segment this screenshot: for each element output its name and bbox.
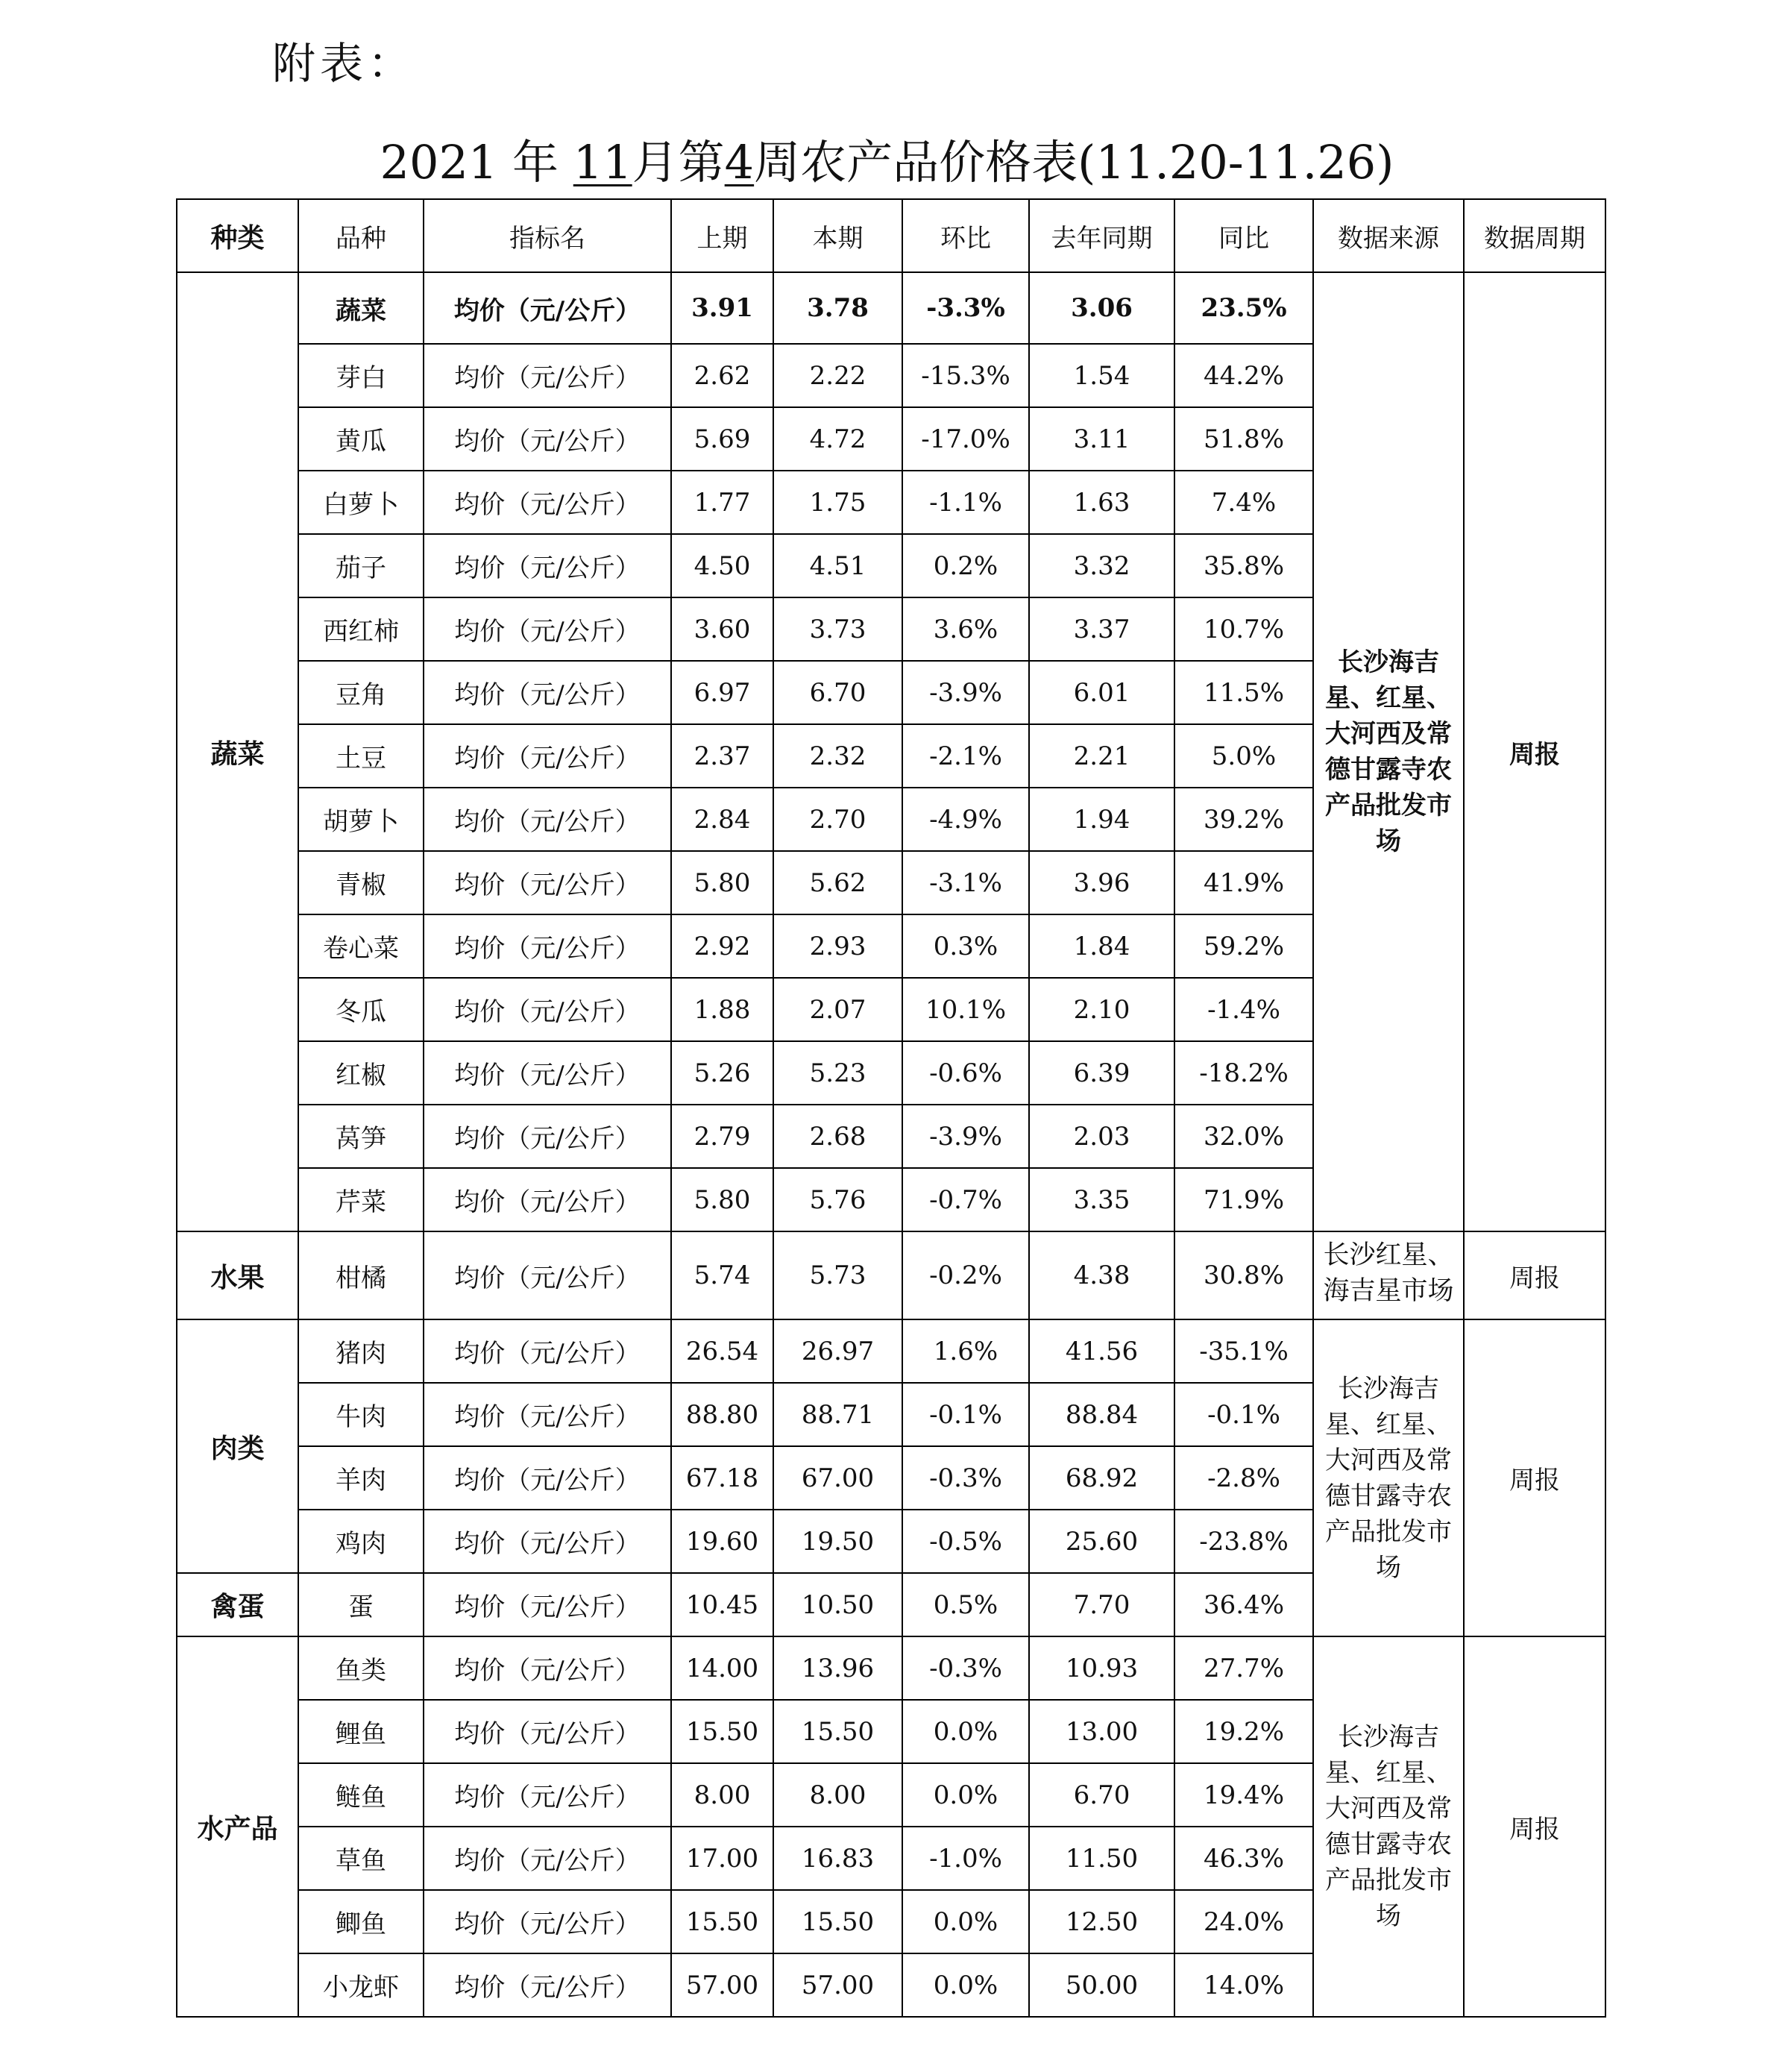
curr-cell: 5.73 [773, 1231, 902, 1319]
indicator-cell: 均价（元/公斤） [424, 1319, 671, 1383]
yoy-cell: 19.2% [1174, 1700, 1313, 1763]
yoy-cell: -23.8% [1174, 1510, 1313, 1573]
header-prev: 上期 [671, 199, 773, 272]
table-row [177, 1319, 1605, 1383]
yoy-cell: 51.8% [1174, 407, 1313, 471]
prev-cell: 2.79 [671, 1105, 773, 1168]
mom-cell: -0.5% [902, 1510, 1029, 1573]
yoy-cell: 30.8% [1174, 1231, 1313, 1319]
variety-cell: 小龙虾 [298, 1953, 424, 2017]
last-year-cell: 3.11 [1029, 407, 1174, 471]
title-prefix: 2021 年 [380, 135, 573, 189]
table-row [177, 1231, 1605, 1319]
header-period: 数据周期 [1464, 199, 1605, 272]
curr-cell: 67.00 [773, 1446, 902, 1510]
indicator-cell: 均价（元/公斤） [424, 471, 671, 534]
title-month: 11 [573, 135, 632, 189]
indicator-cell: 均价（元/公斤） [424, 272, 671, 344]
category-cell: 水果 [177, 1231, 298, 1319]
title-mid2: 周农产品价格表(11.20-11.26) [754, 135, 1394, 189]
variety-cell: 土豆 [298, 724, 424, 788]
variety-cell: 猪肉 [298, 1319, 424, 1383]
mom-cell: -1.0% [902, 1827, 1029, 1890]
table-row [177, 1636, 1605, 1700]
curr-cell: 2.22 [773, 344, 902, 407]
last-year-cell: 25.60 [1029, 1510, 1174, 1573]
mom-cell: -0.1% [902, 1383, 1029, 1446]
curr-cell: 15.50 [773, 1890, 902, 1953]
yoy-cell: 10.7% [1174, 597, 1313, 661]
curr-cell: 3.78 [773, 272, 902, 344]
curr-cell: 6.70 [773, 661, 902, 724]
source-cell: 长沙海吉星、红星、大河西及常德甘露寺农产品批发市场 [1313, 272, 1464, 1231]
curr-cell: 2.70 [773, 788, 902, 851]
yoy-cell: -1.4% [1174, 978, 1313, 1041]
variety-cell: 豆角 [298, 661, 424, 724]
indicator-cell: 均价（元/公斤） [424, 1573, 671, 1636]
last-year-cell: 50.00 [1029, 1953, 1174, 2017]
mom-cell: -17.0% [902, 407, 1029, 471]
variety-cell: 青椒 [298, 851, 424, 914]
page-title [0, 125, 1774, 192]
header-curr: 本期 [773, 199, 902, 272]
prev-cell: 57.00 [671, 1953, 773, 2017]
variety-cell: 柑橘 [298, 1231, 424, 1319]
indicator-cell: 均价（元/公斤） [424, 661, 671, 724]
mom-cell: 0.0% [902, 1890, 1029, 1953]
last-year-cell: 1.84 [1029, 914, 1174, 978]
yoy-cell: 14.0% [1174, 1953, 1313, 2017]
yoy-cell: 36.4% [1174, 1573, 1313, 1636]
table-row [177, 272, 1605, 344]
title-mid1: 月第 [632, 135, 725, 189]
indicator-cell: 均价（元/公斤） [424, 1953, 671, 2017]
last-year-cell: 1.54 [1029, 344, 1174, 407]
yoy-cell: 32.0% [1174, 1105, 1313, 1168]
variety-cell: 蛋 [298, 1573, 424, 1636]
curr-cell: 2.68 [773, 1105, 902, 1168]
header-variety: 品种 [298, 199, 424, 272]
mom-cell: -3.3% [902, 272, 1029, 344]
indicator-cell: 均价（元/公斤） [424, 1168, 671, 1231]
prev-cell: 6.97 [671, 661, 773, 724]
curr-cell: 8.00 [773, 1763, 902, 1827]
curr-cell: 15.50 [773, 1700, 902, 1763]
variety-cell: 西红柿 [298, 597, 424, 661]
mom-cell: -2.1% [902, 724, 1029, 788]
indicator-cell: 均价（元/公斤） [424, 407, 671, 471]
last-year-cell: 3.37 [1029, 597, 1174, 661]
mom-cell: 0.0% [902, 1763, 1029, 1827]
yoy-cell: 35.8% [1174, 534, 1313, 597]
period-cell: 周报 [1464, 272, 1605, 1231]
indicator-cell: 均价（元/公斤） [424, 597, 671, 661]
mom-cell: -15.3% [902, 344, 1029, 407]
last-year-cell: 68.92 [1029, 1446, 1174, 1510]
curr-cell: 3.73 [773, 597, 902, 661]
last-year-cell: 3.32 [1029, 534, 1174, 597]
variety-cell: 芽白 [298, 344, 424, 407]
variety-cell: 鸡肉 [298, 1510, 424, 1573]
curr-cell: 4.51 [773, 534, 902, 597]
variety-cell: 蔬菜 [298, 272, 424, 344]
variety-cell: 草鱼 [298, 1827, 424, 1890]
indicator-cell: 均价（元/公斤） [424, 1383, 671, 1446]
header-category: 种类 [177, 199, 298, 272]
curr-cell: 2.32 [773, 724, 902, 788]
source-text: 长沙红星、海吉星市场 [1323, 1240, 1454, 1306]
period-cell: 周报 [1464, 1319, 1605, 1636]
mom-cell: 0.5% [902, 1573, 1029, 1636]
yoy-cell: 24.0% [1174, 1890, 1313, 1953]
curr-cell: 2.93 [773, 914, 902, 978]
yoy-cell: 71.9% [1174, 1168, 1313, 1231]
source-cell: 长沙海吉星、红星、大河西及常德甘露寺农产品批发市场 [1313, 1319, 1464, 1636]
indicator-cell: 均价（元/公斤） [424, 724, 671, 788]
last-year-cell: 2.10 [1029, 978, 1174, 1041]
mom-cell: -0.3% [902, 1446, 1029, 1510]
prev-cell: 2.37 [671, 724, 773, 788]
last-year-cell: 4.38 [1029, 1231, 1174, 1319]
mom-cell: -1.1% [902, 471, 1029, 534]
source-cell [1313, 1231, 1464, 1319]
yoy-cell: 41.9% [1174, 851, 1313, 914]
prev-cell: 1.88 [671, 978, 773, 1041]
curr-cell: 57.00 [773, 1953, 902, 2017]
variety-cell: 鲫鱼 [298, 1890, 424, 1953]
indicator-cell: 均价（元/公斤） [424, 1446, 671, 1510]
header-indicator: 指标名 [424, 199, 671, 272]
curr-cell: 5.76 [773, 1168, 902, 1231]
last-year-cell: 3.96 [1029, 851, 1174, 914]
yoy-cell: 5.0% [1174, 724, 1313, 788]
prev-cell: 2.84 [671, 788, 773, 851]
mom-cell: -0.3% [902, 1636, 1029, 1700]
indicator-cell: 均价（元/公斤） [424, 1041, 671, 1105]
prev-cell: 88.80 [671, 1383, 773, 1446]
prev-cell: 17.00 [671, 1827, 773, 1890]
prev-cell: 2.92 [671, 914, 773, 978]
mom-cell: -0.7% [902, 1168, 1029, 1231]
prev-cell: 2.62 [671, 344, 773, 407]
yoy-cell: 19.4% [1174, 1763, 1313, 1827]
curr-cell: 16.83 [773, 1827, 902, 1890]
mom-cell: 0.0% [902, 1700, 1029, 1763]
indicator-cell: 均价（元/公斤） [424, 1700, 671, 1763]
prev-cell: 15.50 [671, 1700, 773, 1763]
last-year-cell: 11.50 [1029, 1827, 1174, 1890]
indicator-cell: 均价（元/公斤） [424, 914, 671, 978]
indicator-cell: 均价（元/公斤） [424, 534, 671, 597]
last-year-cell: 2.03 [1029, 1105, 1174, 1168]
last-year-cell: 1.63 [1029, 471, 1174, 534]
attachment-label: 附表： [272, 38, 416, 89]
indicator-cell: 均价（元/公斤） [424, 1827, 671, 1890]
mom-cell: -3.9% [902, 1105, 1029, 1168]
prev-cell: 67.18 [671, 1446, 773, 1510]
last-year-cell: 12.50 [1029, 1890, 1174, 1953]
mom-cell: -0.2% [902, 1231, 1029, 1319]
header-yoy: 同比 [1174, 199, 1313, 272]
last-year-cell: 1.94 [1029, 788, 1174, 851]
mom-cell: 1.6% [902, 1319, 1029, 1383]
curr-cell: 5.62 [773, 851, 902, 914]
header-mom: 环比 [902, 199, 1029, 272]
prev-cell: 15.50 [671, 1890, 773, 1953]
category-cell: 蔬菜 [177, 272, 298, 1231]
mom-cell: -4.9% [902, 788, 1029, 851]
variety-cell: 红椒 [298, 1041, 424, 1105]
last-year-cell: 3.06 [1029, 272, 1174, 344]
yoy-cell: 23.5% [1174, 272, 1313, 344]
last-year-cell: 6.39 [1029, 1041, 1174, 1105]
last-year-cell: 88.84 [1029, 1383, 1174, 1446]
curr-cell: 19.50 [773, 1510, 902, 1573]
variety-cell: 鲤鱼 [298, 1700, 424, 1763]
yoy-cell: 44.2% [1174, 344, 1313, 407]
category-cell: 水产品 [177, 1636, 298, 2017]
indicator-cell: 均价（元/公斤） [424, 1105, 671, 1168]
prev-cell: 5.80 [671, 851, 773, 914]
curr-cell: 2.07 [773, 978, 902, 1041]
period-cell: 周报 [1464, 1636, 1605, 2017]
last-year-cell: 3.35 [1029, 1168, 1174, 1231]
yoy-cell: -18.2% [1174, 1041, 1313, 1105]
indicator-cell: 均价（元/公斤） [424, 1231, 671, 1319]
prev-cell: 10.45 [671, 1573, 773, 1636]
prev-cell: 26.54 [671, 1319, 773, 1383]
indicator-cell: 均价（元/公斤） [424, 788, 671, 851]
mom-cell: -0.6% [902, 1041, 1029, 1105]
source-cell: 长沙海吉星、红星、大河西及常德甘露寺农产品批发市场 [1313, 1636, 1464, 2017]
mom-cell: 3.6% [902, 597, 1029, 661]
header-row [177, 199, 1605, 272]
prev-cell: 8.00 [671, 1763, 773, 1827]
mom-cell: -3.1% [902, 851, 1029, 914]
prev-cell: 5.69 [671, 407, 773, 471]
yoy-cell: 59.2% [1174, 914, 1313, 978]
prev-cell: 14.00 [671, 1636, 773, 1700]
prev-cell: 4.50 [671, 534, 773, 597]
title-week: 4 [724, 135, 755, 189]
header-last-year: 去年同期 [1029, 199, 1174, 272]
header-source: 数据来源 [1313, 199, 1464, 272]
last-year-cell: 13.00 [1029, 1700, 1174, 1763]
period-cell: 周报 [1464, 1231, 1605, 1319]
variety-cell: 鱼类 [298, 1636, 424, 1700]
last-year-cell: 10.93 [1029, 1636, 1174, 1700]
last-year-cell: 6.01 [1029, 661, 1174, 724]
mom-cell: 10.1% [902, 978, 1029, 1041]
variety-cell: 鲢鱼 [298, 1763, 424, 1827]
indicator-cell: 均价（元/公斤） [424, 1763, 671, 1827]
prev-cell: 3.91 [671, 272, 773, 344]
yoy-cell: 46.3% [1174, 1827, 1313, 1890]
prev-cell: 5.80 [671, 1168, 773, 1231]
curr-cell: 88.71 [773, 1383, 902, 1446]
indicator-cell: 均价（元/公斤） [424, 344, 671, 407]
variety-cell: 牛肉 [298, 1383, 424, 1446]
curr-cell: 4.72 [773, 407, 902, 471]
prev-cell: 19.60 [671, 1510, 773, 1573]
last-year-cell: 6.70 [1029, 1763, 1174, 1827]
yoy-cell: 7.4% [1174, 471, 1313, 534]
variety-cell: 黄瓜 [298, 407, 424, 471]
mom-cell: -3.9% [902, 661, 1029, 724]
variety-cell: 羊肉 [298, 1446, 424, 1510]
variety-cell: 胡萝卜 [298, 788, 424, 851]
category-cell: 肉类 [177, 1319, 298, 1573]
variety-cell: 芹菜 [298, 1168, 424, 1231]
price-table [176, 198, 1606, 2018]
yoy-cell: 11.5% [1174, 661, 1313, 724]
prev-cell: 1.77 [671, 471, 773, 534]
yoy-cell: -35.1% [1174, 1319, 1313, 1383]
indicator-cell: 均价（元/公斤） [424, 978, 671, 1041]
last-year-cell: 7.70 [1029, 1573, 1174, 1636]
variety-cell: 卷心菜 [298, 914, 424, 978]
yoy-cell: 39.2% [1174, 788, 1313, 851]
mom-cell: 0.0% [902, 1953, 1029, 2017]
prev-cell: 5.26 [671, 1041, 773, 1105]
mom-cell: 0.3% [902, 914, 1029, 978]
table-body [177, 272, 1605, 2017]
indicator-cell: 均价（元/公斤） [424, 1636, 671, 1700]
category-cell: 禽蛋 [177, 1573, 298, 1636]
curr-cell: 10.50 [773, 1573, 902, 1636]
yoy-cell: -0.1% [1174, 1383, 1313, 1446]
mom-cell: 0.2% [902, 534, 1029, 597]
indicator-cell: 均价（元/公斤） [424, 1510, 671, 1573]
last-year-cell: 2.21 [1029, 724, 1174, 788]
indicator-cell: 均价（元/公斤） [424, 1890, 671, 1953]
prev-cell: 3.60 [671, 597, 773, 661]
last-year-cell: 41.56 [1029, 1319, 1174, 1383]
yoy-cell: -2.8% [1174, 1446, 1313, 1510]
variety-cell: 冬瓜 [298, 978, 424, 1041]
variety-cell: 莴笋 [298, 1105, 424, 1168]
curr-cell: 13.96 [773, 1636, 902, 1700]
curr-cell: 26.97 [773, 1319, 902, 1383]
curr-cell: 5.23 [773, 1041, 902, 1105]
prev-cell: 5.74 [671, 1231, 773, 1319]
variety-cell: 白萝卜 [298, 471, 424, 534]
variety-cell: 茄子 [298, 534, 424, 597]
indicator-cell: 均价（元/公斤） [424, 851, 671, 914]
curr-cell: 1.75 [773, 471, 902, 534]
yoy-cell: 27.7% [1174, 1636, 1313, 1700]
